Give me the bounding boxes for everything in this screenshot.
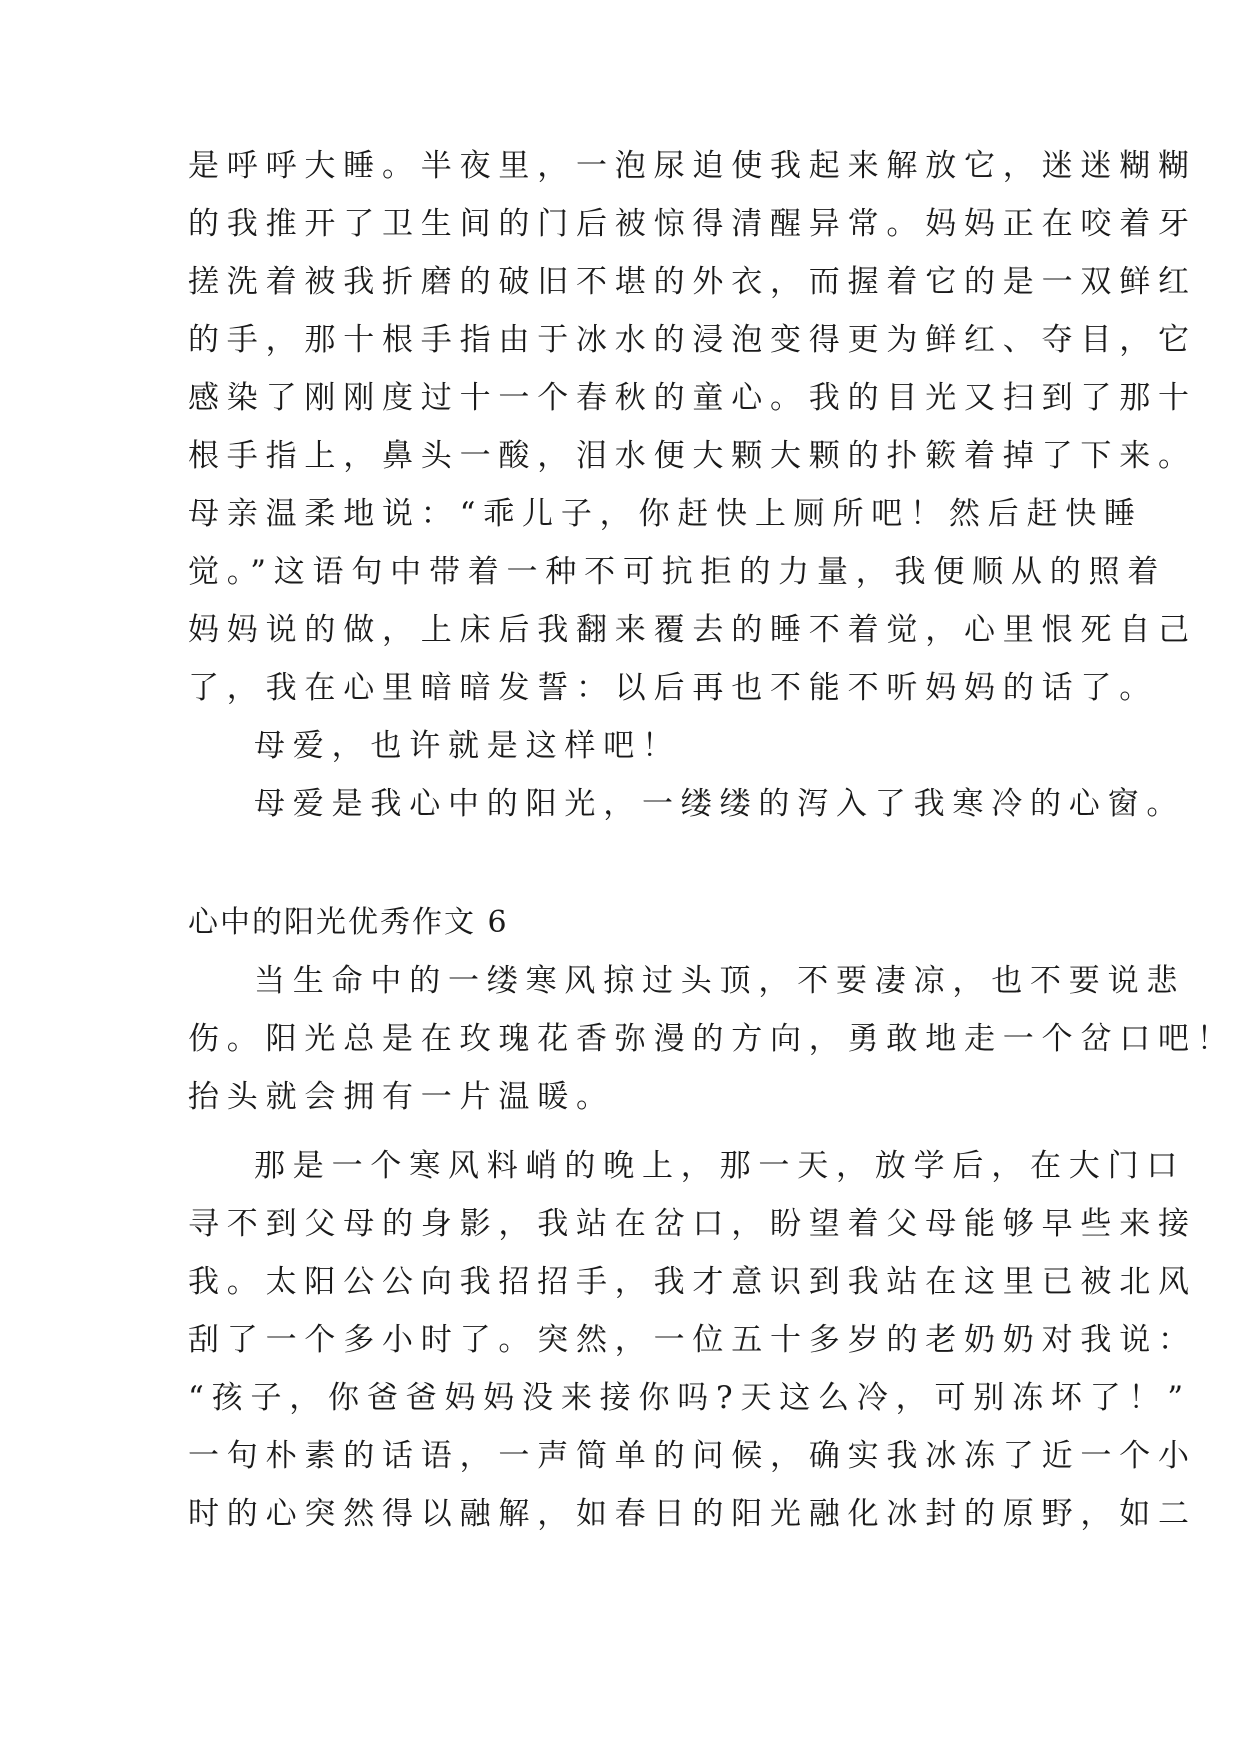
paragraph-line: 时的心突然得以融解，如春日的阳光融化冰封的原野，如二	[188, 1496, 1197, 1532]
paragraph-line: 我。太阳公公向我招招手，我才意识到我站在这里已被北风	[188, 1264, 1197, 1300]
closing-line: 母爱是我心中的阳光，一缕缕的泻入了我寒冷的心窗。	[254, 786, 1186, 822]
paragraph-line: 寻不到父母的身影，我站在岔口，盼望着父母能够早些来接	[188, 1206, 1197, 1242]
section-heading: 心中的阳光优秀作文 6	[188, 905, 509, 940]
paragraph-line: 当生命中的一缕寒风掠过头顶，不要凄凉，也不要说悲	[254, 963, 1186, 999]
closing-line: 母爱，也许就是这样吧！	[254, 728, 681, 764]
paragraph-line: 刮了一个多小时了。突然，一位五十多岁的老奶奶对我说：	[188, 1322, 1197, 1358]
paragraph-line: 的手，那十根手指由于冰水的浸泡变得更为鲜红、夺目，它	[188, 322, 1197, 358]
paragraph-line: 伤。阳光总是在玫瑰花香弥漫的方向，勇敢地走一个岔口吧！	[188, 1021, 1236, 1057]
paragraph-line: “孩子，你爸爸妈妈没来接你吗?天这么冷，可别冻坏了！”	[188, 1380, 1191, 1416]
paragraph-line: 觉。”这语句中带着一种不可抗拒的力量，我便顺从的照着	[188, 554, 1167, 590]
paragraph-line: 的我推开了卫生间的门后被惊得清醒异常。妈妈正在咬着牙	[188, 206, 1197, 242]
paragraph-line: 感染了刚刚度过十一个春秋的童心。我的目光又扫到了那十	[188, 380, 1197, 416]
paragraph-line: 抬头就会拥有一片温暖。	[188, 1079, 615, 1115]
paragraph-line: 搓洗着被我折磨的破旧不堪的外衣，而握着它的是一双鲜红	[188, 264, 1197, 300]
paragraph-line: 一句朴素的话语，一声简单的问候，确实我冰冻了近一个小	[188, 1438, 1197, 1474]
paragraph-line: 了，我在心里暗暗发誓：以后再也不能不听妈妈的话了。	[188, 670, 1158, 706]
paragraph-line: 母亲温柔地说：“乖儿子，你赶快上厕所吧！然后赶快睡	[188, 496, 1143, 532]
paragraph-line: 是呼呼大睡。半夜里，一泡尿迫使我起来解放它，迷迷糊糊	[188, 148, 1197, 184]
paragraph-line: 那是一个寒风料峭的晚上，那一天，放学后，在大门口	[254, 1148, 1186, 1184]
paragraph-line: 妈妈说的做，上床后我翻来覆去的睡不着觉，心里恨死自己	[188, 612, 1197, 648]
paragraph-line: 根手指上，鼻头一酸，泪水便大颗大颗的扑簌着掉了下来。	[188, 438, 1197, 474]
